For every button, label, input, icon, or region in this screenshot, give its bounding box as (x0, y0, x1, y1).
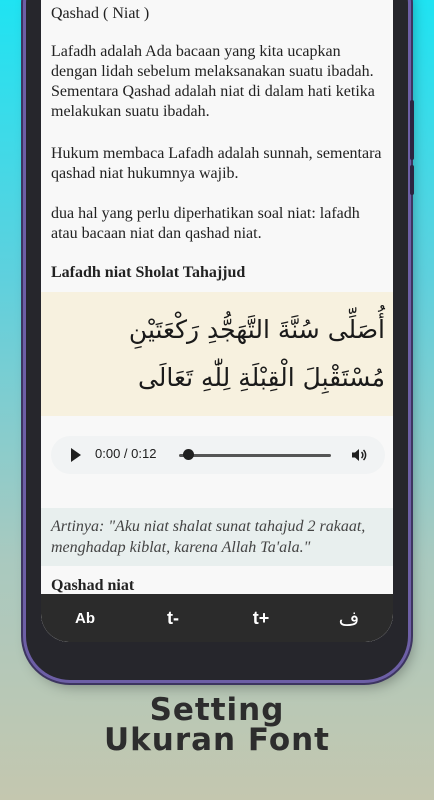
translation-block (41, 508, 393, 566)
audio-time: 0:00 / 0:12 (95, 446, 157, 461)
arabic-niat-text: أُصَلِّى سُنَّةَ التَّهَجُّدِ رَكْعَتَيْنِ مُسْتَقْبِلَ الْقِبْلَةِ لِلّٰهِ تَعَالَى (128, 315, 385, 392)
audio-progress-thumb[interactable] (183, 449, 194, 460)
play-icon[interactable] (71, 448, 81, 462)
paragraph-two-things: dua hal yang perlu diperhatikan soal niat: lafadh atau bacaan niat dan qashad niat. (51, 205, 360, 242)
font-toolbar (41, 594, 393, 642)
volume-icon[interactable] (351, 447, 367, 463)
article-content[interactable] (41, 0, 393, 594)
arabic-font-button[interactable]: ف (338, 606, 360, 630)
paragraph-top: Qashad ( Niat ) (51, 5, 150, 22)
heading-lafadh: Lafadh niat Sholat Tahajjud (51, 264, 246, 281)
caption-line-2: Ukuran Font (103, 722, 331, 758)
volume-button (410, 165, 414, 195)
font-style-button[interactable]: Ab (75, 609, 95, 627)
heading-qashad: Qashad niat (51, 577, 135, 594)
paragraph-definition: Lafadh adalah Ada bacaan yang kita ucapkan dengan lidah sebelum melaksanakan suatu ibadah. Sementara Qashad adalah niat di dalam hati ketika melakukan suatu ibadah. (51, 43, 375, 120)
arabic-block (41, 292, 393, 416)
app-screen (41, 0, 393, 642)
audio-player (51, 436, 385, 474)
font-decrease-button[interactable]: t- (167, 607, 179, 628)
font-increase-button[interactable]: t+ (252, 607, 270, 628)
audio-progress-track[interactable] (179, 454, 331, 457)
caption-line-1: Setting (149, 692, 285, 728)
translation-text: Artinya: "Aku niat shalat sunat tahajud 2 rakaat, menghadap kiblat, karena Allah Ta'ala." (51, 518, 366, 556)
paragraph-hukum: Hukum membaca Lafadh adalah sunnah, sementara qashad niat hukumnya wajib. (51, 145, 382, 182)
power-button (410, 100, 414, 160)
